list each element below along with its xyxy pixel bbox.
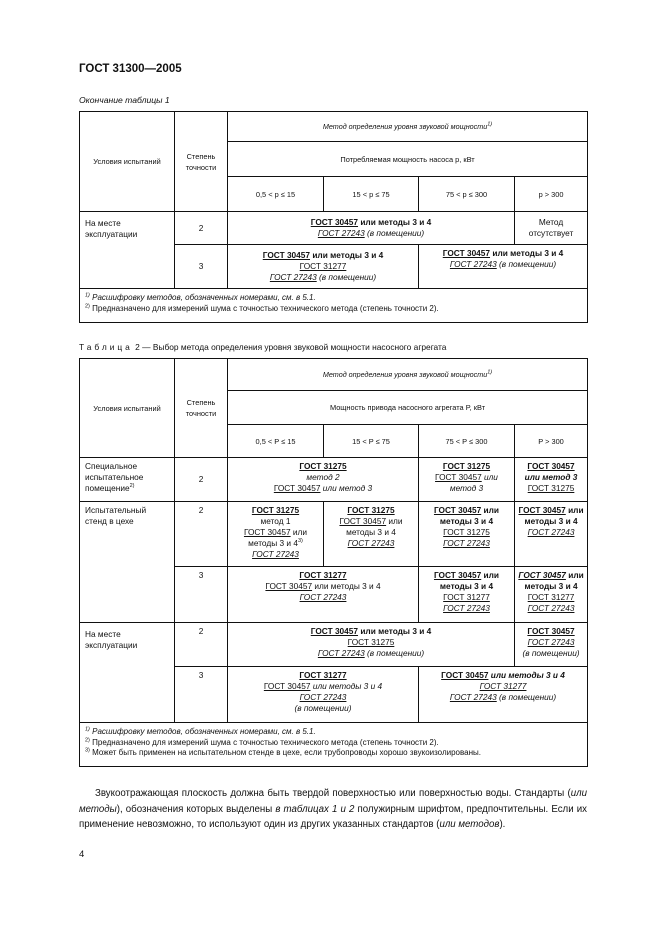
t2-cell: ГОСТ 30457 или методы 3 и 4 ГОСТ 31275 ГОСТ 27243 [419,502,515,567]
t2-cell: ГОСТ 30457 или методы 3 и 4 ГОСТ 31277 ГОСТ 27243 [419,567,515,623]
t1-accuracy: 3 [175,245,228,289]
t2-cell: ГОСТ 31277 ГОСТ 30457 или методы 3 и 4 ГОСТ 27243 [228,567,419,623]
t2-cell: ГОСТ 30457 или методы 3 и 4 ГОСТ 27243 [515,502,588,567]
t2-accuracy: 2 [175,502,228,567]
t2-cell: ГОСТ 31275 метод 1 ГОСТ 30457 или методы 3 и 4$^{3)}$ ГОСТ 27243 [228,502,324,567]
t1-footnotes: $^{1)}$ Расшифровку методов, обозначенных номерами, см. в 5.1. $^{2)}$ Предназначено для измерений шума с точностью технического метода (степень точности 2). [80,289,588,323]
table1 [79,111,588,323]
t1-header-conditions: Условия испытаний [80,112,175,212]
document-code: ГОСТ 31300—2005 [79,63,182,75]
t2-range: 75 < P ≤ 300 [419,425,515,458]
t2-accuracy: 3 [175,567,228,623]
t1-range: p > 300 [515,177,588,212]
page-number: 4 [79,849,85,860]
t2-condition-special-room: Специальное испытательное помещение$^{2)}$ [80,458,175,502]
table2 [79,358,588,767]
t2-cell: ГОСТ 31275 метод 2 ГОСТ 30457 или метод 3 [228,458,419,502]
t2-header-conditions: Условия испытаний [80,359,175,458]
t2-accuracy: 2 [175,458,228,502]
t2-cell: ГОСТ 30457 или методы 3 и 4 ГОСТ 31277 ГОСТ 27243 (в помещении) [419,667,588,723]
t2-header-accuracy: Степень точности [175,359,228,458]
t2-cell: ГОСТ 30457 или метод 3 ГОСТ 31275 [515,458,588,502]
t2-range: P > 300 [515,425,588,458]
t2-header-method: Метод определения уровня звуковой мощности$^{1)}$ [228,359,588,391]
t1-accuracy: 2 [175,212,228,245]
t1-cell: ГОСТ 30457 или методы 3 и 4 ГОСТ 27243 (в помещении) [419,245,588,289]
t2-condition-test-stand: Испытательный стенд в цехе [80,502,175,623]
t1-range: 75 < p ≤ 300 [419,177,515,212]
t2-condition-onsite: На месте эксплуатации [80,623,175,723]
t2-range: 15 < P ≤ 75 [324,425,419,458]
t2-range: 0,5 < P ≤ 15 [228,425,324,458]
t1-cell: ГОСТ 30457 или методы 3 и 4 ГОСТ 31277 ГОСТ 27243 (в помещении) [228,245,419,289]
table2-caption: Таблица 2 — Выбор метода определения уровня звуковой мощности насосного агрегата [79,342,447,352]
t2-cell: ГОСТ 31275 ГОСТ 30457 или метод 3 [419,458,515,502]
t2-accuracy: 2 [175,623,228,667]
t2-cell: ГОСТ 31275 ГОСТ 30457 или методы 3 и 4 ГОСТ 27243 [324,502,419,567]
table1-continuation-label: Окончание таблицы 1 [79,95,170,105]
t1-cell: Метод отсутствует [515,212,588,245]
t2-header-power: Мощность привода насосного агрегата P, кВт [228,391,588,425]
t2-cell: ГОСТ 31277 ГОСТ 30457 или методы 3 и 4 ГОСТ 27243 (в помещении) [228,667,419,723]
t2-cell: ГОСТ 30457 или методы 3 и 4 ГОСТ 31275 ГОСТ 27243 (в помещении) [228,623,515,667]
body-paragraph: Звукоотражающая плоскость должна быть твердой поверхностью или поверхностью воды. Стандарты (или методы), обозначения которых выделены в таблицах 1 и 2 полужирным шрифтом, предпочтительны. Если их применение невозможно, то используют один из других указанных стандартов (или методов). [79,788,587,830]
t2-accuracy: 3 [175,667,228,723]
t2-cell: ГОСТ 30457 или методы 3 и 4 ГОСТ 31277 ГОСТ 27243 [515,567,588,623]
t2-footnotes: $^{1)}$ Расшифровку методов, обозначенных номерами, см. в 5.1. $^{2)}$ Предназначено для измерений шума с точностью технического метода (степень точности 2). $^{3)}$ Может быть применен на испытательном стенде в цехе, если трубопроводы хорошо звукоизолированы. [80,723,588,767]
t1-range: 0,5 < p ≤ 15 [228,177,324,212]
t2-cell: ГОСТ 30457 ГОСТ 27243 (в помещении) [515,623,588,667]
t1-condition-onsite: На месте эксплуатации [80,212,175,289]
t1-header-method: Метод определения уровня звуковой мощности$^{1)}$ [228,112,588,142]
t1-cell: ГОСТ 30457 или методы 3 и 4 ГОСТ 27243 (в помещении) [228,212,515,245]
t1-header-power: Потребляемая мощность насоса p, кВт [228,142,588,177]
t1-range: 15 < p ≤ 75 [324,177,419,212]
t1-header-accuracy: Степень точности [175,112,228,212]
